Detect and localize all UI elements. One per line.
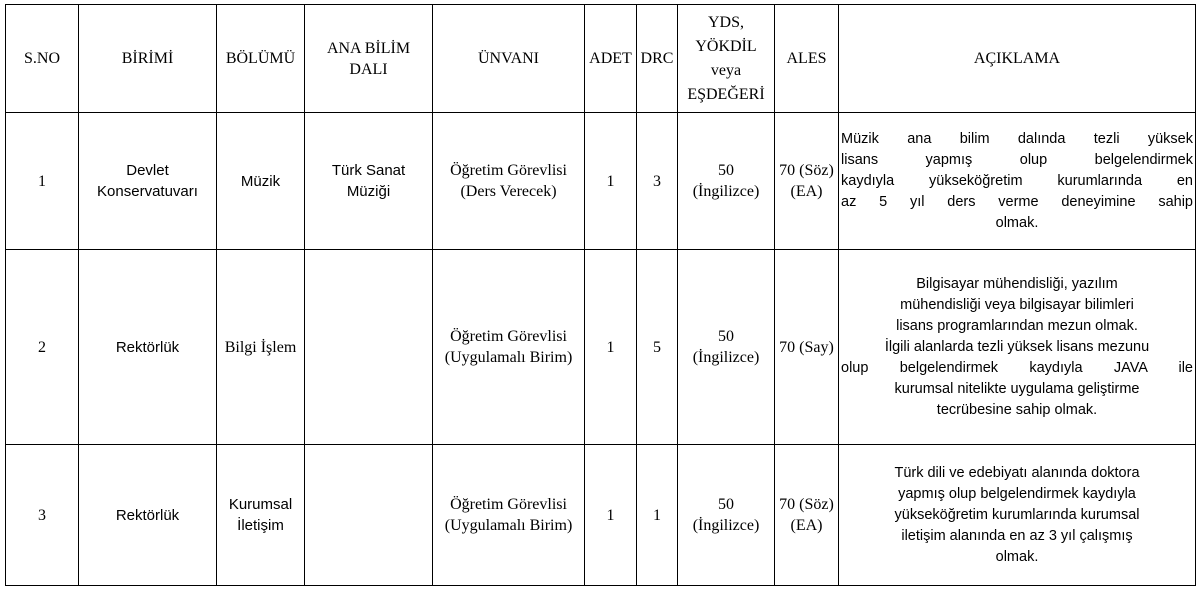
cell-language-line: (İngilizce) — [692, 349, 760, 366]
cell-description — [839, 250, 1196, 445]
cell-department-line: Müzik — [240, 172, 281, 190]
cell-language-line: (İngilizce) — [692, 517, 760, 534]
description-line: kaydıyla yükseköğretim kurumlarında en — [841, 172, 1193, 189]
description-line: mühendisliği veya bilgisayar bilimleri — [900, 296, 1134, 313]
cell-unit — [79, 250, 217, 445]
description-line: iletişim alanında en az 3 yıl çalışmış — [901, 527, 1133, 544]
cell-title-line: (Uygulamalı Birim) — [444, 517, 573, 534]
header-unit: BİRİMİ — [79, 5, 217, 113]
cell-sno: 2 — [6, 250, 79, 445]
cell-ales-line: (EA) — [790, 183, 823, 200]
cell-count: 1 — [585, 445, 637, 586]
cell-title — [433, 445, 585, 586]
cell-field — [305, 113, 433, 250]
cell-department-line: Kurumsal — [228, 496, 293, 513]
cell-language-line: 50 — [718, 162, 734, 179]
cell-count: 1 — [585, 250, 637, 445]
cell-language-line: 50 — [718, 496, 734, 513]
cell-language — [678, 250, 775, 445]
description-line: tecrübesine sahip olmak. — [936, 401, 1098, 418]
description-line: olmak. — [995, 548, 1039, 565]
cell-count: 1 — [585, 113, 637, 250]
cell-description — [839, 113, 1196, 250]
cell-department — [217, 250, 305, 445]
description-line: Müzik ana bilim dalında tezli yüksek — [841, 130, 1193, 147]
cell-field — [305, 250, 433, 445]
cell-language-line: 50 — [718, 328, 734, 345]
cell-title-line: (Uygulamalı Birim) — [444, 349, 573, 366]
header-count: ADET — [585, 5, 637, 113]
cell-title — [433, 113, 585, 250]
header-row — [6, 5, 1196, 113]
description-line: olmak. — [995, 214, 1039, 231]
table-row — [6, 445, 1196, 586]
header-language — [678, 5, 775, 113]
cell-grade: 1 — [637, 445, 678, 586]
cell-unit — [79, 113, 217, 250]
cell-unit — [79, 445, 217, 586]
table-row — [6, 113, 1196, 250]
cell-department — [217, 113, 305, 250]
description-line: az 5 yıl ders verme deneyimine sahip — [841, 193, 1193, 210]
cell-ales-line: (EA) — [790, 517, 823, 534]
header-field-line: ANA BİLİM — [326, 39, 411, 57]
cell-unit-line: Konservatuvarı — [97, 183, 198, 200]
header-department: BÖLÜMÜ — [217, 5, 305, 113]
description-line: İlgili alanlarda tezli yüksek lisans mezunu — [884, 338, 1150, 355]
header-language-line: YDS, — [707, 13, 744, 31]
description-line: yapmış olup belgelendirmek kaydıyla — [898, 485, 1136, 502]
cell-ales-line: 70 (Söz) — [779, 496, 834, 513]
description-line: Türk dili ve edebiyatı alanında doktora — [894, 464, 1140, 481]
cell-ales — [775, 445, 839, 586]
cell-grade: 5 — [637, 250, 678, 445]
header-title: ÜNVANI — [433, 5, 585, 113]
header-ales: ALES — [775, 5, 839, 113]
header-grade: DRC — [637, 5, 678, 113]
cell-ales — [775, 250, 839, 445]
cell-department-line: İletişim — [237, 517, 284, 534]
cell-sno: 3 — [6, 445, 79, 586]
cell-unit-line: Devlet — [126, 162, 169, 179]
cell-ales-line: 70 (Say) — [779, 338, 834, 356]
description-line: Bilgisayar mühendisliği, yazılım — [916, 275, 1118, 292]
header-language-line: YÖKDİL — [695, 37, 757, 55]
cell-title — [433, 250, 585, 445]
cell-grade: 3 — [637, 113, 678, 250]
cell-unit-line: Rektörlük — [115, 506, 180, 524]
cell-title-line: Öğretim Görevlisi — [450, 162, 567, 179]
cell-field-line: Türk Sanat — [331, 162, 406, 179]
cell-department-line: Bilgi İşlem — [224, 338, 297, 356]
cell-language-line: (İngilizce) — [692, 183, 760, 200]
header-field-line: DALI — [349, 60, 388, 78]
cell-field-line: Müziği — [346, 183, 391, 200]
cell-unit-line: Rektörlük — [115, 338, 180, 356]
positions-table — [5, 4, 1196, 586]
cell-sno: 1 — [6, 113, 79, 250]
description-line: lisans yapmış olup belgelendirmek — [841, 151, 1193, 168]
cell-language — [678, 113, 775, 250]
table-row — [6, 250, 1196, 445]
header-field — [305, 5, 433, 113]
header-sno: S.NO — [6, 5, 79, 113]
cell-ales-line: 70 (Söz) — [779, 162, 834, 179]
cell-title-line: (Ders Verecek) — [460, 183, 557, 200]
header-description: AÇIKLAMA — [839, 5, 1196, 113]
description-line: lisans programlarından mezun olmak. — [896, 317, 1138, 334]
cell-department — [217, 445, 305, 586]
cell-title-line: Öğretim Görevlisi — [450, 496, 567, 513]
cell-language — [678, 445, 775, 586]
cell-description — [839, 445, 1196, 586]
description-line: yükseköğretim kurumlarında kurumsal — [894, 506, 1140, 523]
cell-title-line: Öğretim Görevlisi — [450, 328, 567, 345]
header-language-line: veya — [710, 61, 742, 79]
description-line: olup belgelendirmek kaydıyla JAVA ile — [841, 359, 1193, 376]
description-line: kurumsal nitelikte uygulama geliştirme — [894, 380, 1140, 397]
header-language-line: EŞDEĞERİ — [687, 85, 765, 103]
cell-ales — [775, 113, 839, 250]
cell-field — [305, 445, 433, 586]
